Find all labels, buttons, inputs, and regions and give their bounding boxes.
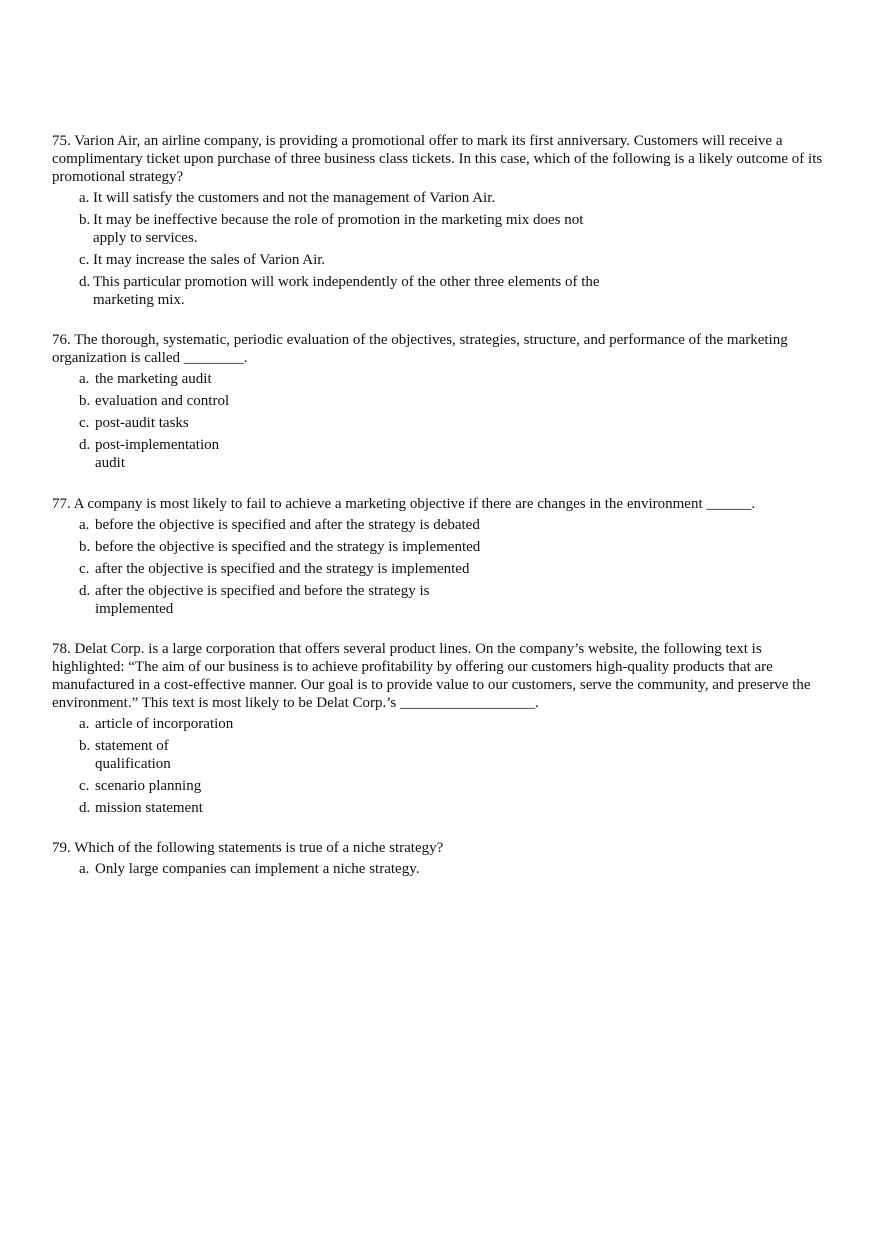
option-text: mission statement — [95, 800, 203, 816]
option-text: after the objective is specified and before the strategy is implemented — [95, 583, 430, 617]
answer-option — [52, 251, 834, 269]
answer-option — [52, 436, 834, 472]
option-text: the marketing audit — [95, 371, 212, 387]
answer-option — [52, 737, 834, 773]
option-text: after the objective is specified and the strategy is implemented — [95, 561, 470, 577]
question-78 — [52, 640, 834, 817]
question-79 — [52, 839, 834, 878]
question-stem: 78. Delat Corp. is a large corporation that offers several product lines. On the company’s website, the following text is highlighted: “The aim of our business is to achieve profitability by offering our customers high-quality products that are manufactured in a cost-effective manner. Our goal is to provide value to our customers, serve the community, and preserve the environment.” This text is most likely to be Delat Corp.’s __________________. — [52, 641, 811, 711]
option-letter: d. — [79, 800, 91, 816]
option-text: before the objective is specified and the strategy is implemented — [95, 539, 481, 555]
answer-option — [52, 414, 834, 432]
option-text: post-implementation audit — [95, 437, 220, 471]
option-letter: d. — [79, 274, 91, 290]
question-77 — [52, 495, 834, 618]
option-letter: d. — [79, 437, 91, 453]
option-text: before the objective is specified and after the strategy is debated — [95, 517, 480, 533]
answer-option — [52, 516, 834, 534]
question-75 — [52, 132, 834, 309]
option-letter: c. — [79, 415, 90, 431]
option-letter: b. — [79, 539, 91, 555]
option-letter: c. — [79, 778, 90, 794]
answer-option — [52, 799, 834, 817]
answer-option — [52, 370, 834, 388]
option-text: evaluation and control — [95, 393, 230, 409]
option-letter: b. — [79, 212, 91, 228]
option-letter: a. — [79, 517, 90, 533]
option-text: It may be ineffective because the role of promotion in the marketing mix does not apply to services. — [93, 212, 584, 246]
answer-option — [52, 211, 834, 247]
option-text: This particular promotion will work independently of the other three elements of the marketing mix. — [93, 274, 600, 308]
option-letter: c. — [79, 561, 90, 577]
option-letter: b. — [79, 393, 91, 409]
option-text: Only large companies can implement a niche strategy. — [95, 861, 420, 877]
option-text: It will satisfy the customers and not the management of Varion Air. — [93, 190, 496, 206]
option-text: It may increase the sales of Varion Air. — [93, 252, 326, 268]
question-stem: 77. A company is most likely to fail to achieve a marketing objective if there are changes in the environment ______. — [52, 496, 756, 512]
option-letter: a. — [79, 716, 90, 732]
option-letter: a. — [79, 861, 90, 877]
answer-option — [52, 392, 834, 410]
answer-option — [52, 538, 834, 556]
option-text: post-audit tasks — [95, 415, 189, 431]
option-letter: a. — [79, 190, 90, 206]
option-text: article of incorporation — [95, 716, 234, 732]
option-text: scenario planning — [95, 778, 202, 794]
option-letter: b. — [79, 738, 91, 754]
question-76 — [52, 331, 834, 472]
question-stem: 76. The thorough, systematic, periodic evaluation of the objectives, strategies, structure, and performance of the marketing organization is called ________. — [52, 332, 788, 366]
option-letter: c. — [79, 252, 90, 268]
answer-option — [52, 777, 834, 795]
answer-option — [52, 189, 834, 207]
answer-option — [52, 582, 834, 618]
question-stem: 75. Varion Air, an airline company, is providing a promotional offer to mark its first anniversary. Customers will receive a complimentary ticket upon purchase of three business class tickets. In this case, which of the following is a likely outcome of its promotional strategy? — [52, 133, 823, 185]
answer-option — [52, 715, 834, 733]
answer-option — [52, 273, 834, 309]
answer-option — [52, 560, 834, 578]
question-stem: 79. Which of the following statements is true of a niche strategy? — [52, 840, 444, 856]
option-letter: a. — [79, 371, 90, 387]
answer-option — [52, 860, 834, 878]
option-text: statement of qualification — [95, 738, 171, 772]
option-letter: d. — [79, 583, 91, 599]
